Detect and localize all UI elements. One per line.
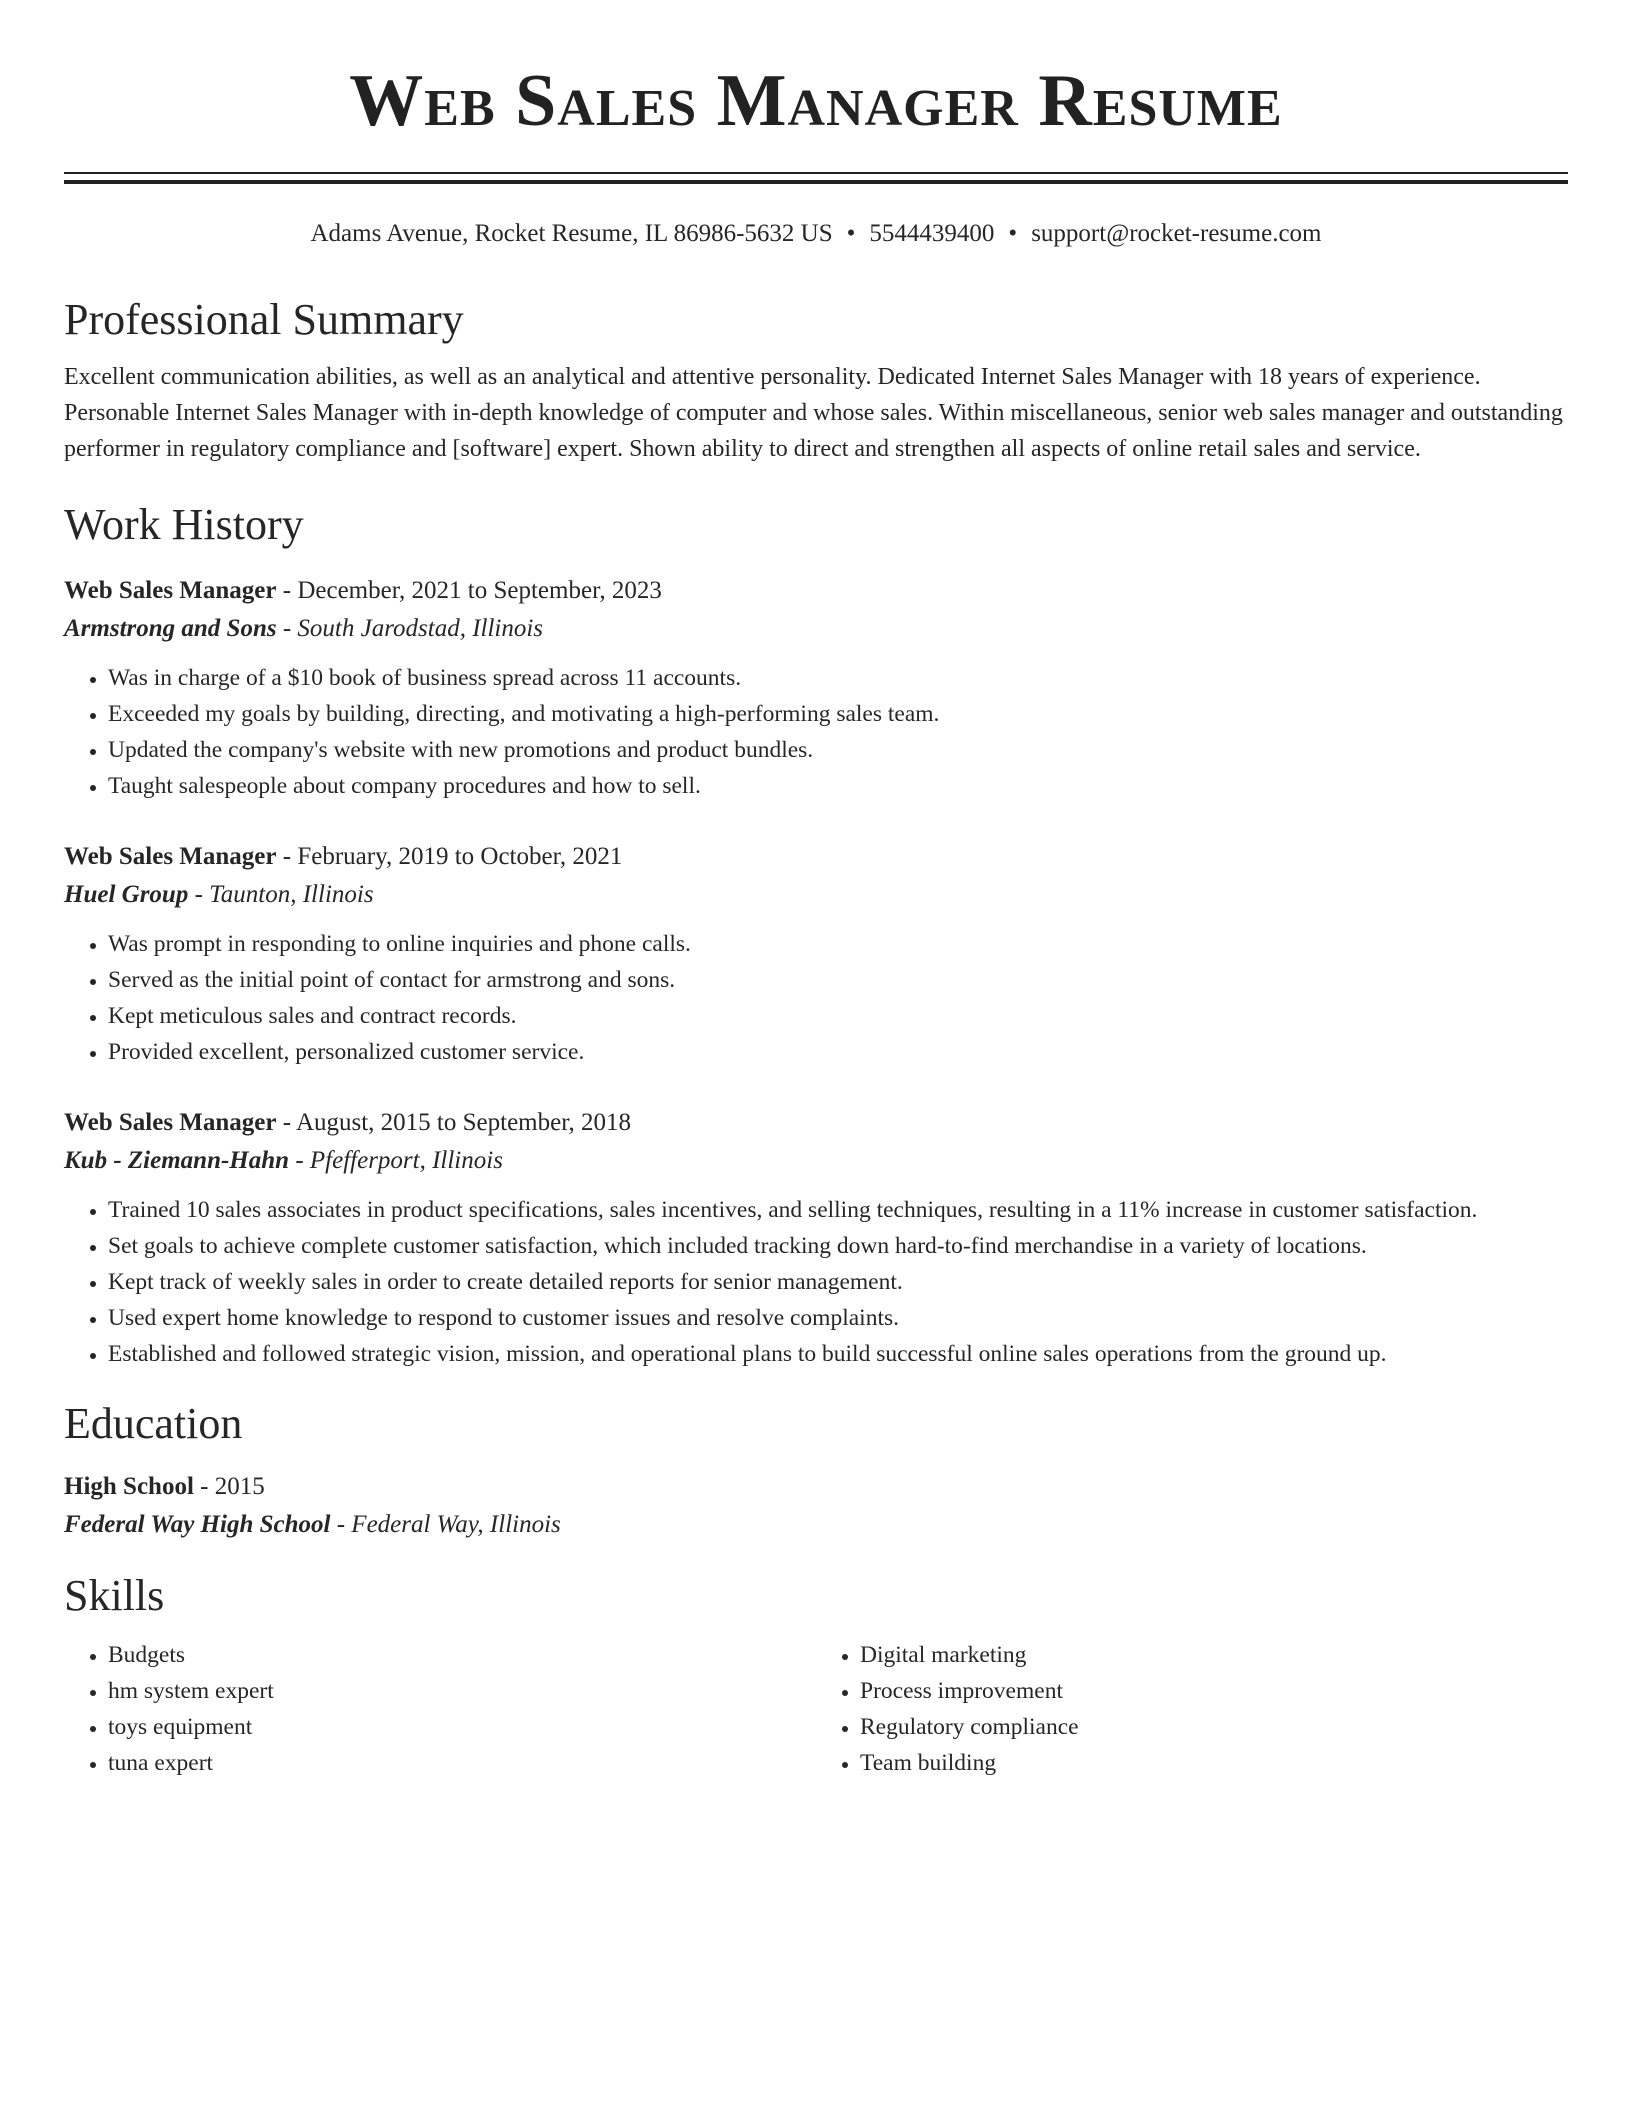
job-bullet: • Kept meticulous sales and contract records. xyxy=(108,998,1568,1034)
job-bullets xyxy=(64,1192,1568,1372)
job-entry xyxy=(64,572,1568,804)
job-location: - South Jarodstad, Illinois xyxy=(276,614,544,642)
job-company: Huel Group xyxy=(64,880,189,908)
contact-phone: 5544439400 xyxy=(869,220,995,247)
job-company: Armstrong and Sons xyxy=(64,614,277,642)
job-bullet: • Exceeded my goals by building, directing, and motivating a high-performing sales team. xyxy=(108,696,1568,732)
skill-item: • toys equipment xyxy=(108,1709,816,1745)
job-bullet: • Trained 10 sales associates in product specifications, sales incentives, and selling techniques, resulting in a 11% increase in customer satisfaction. xyxy=(108,1192,1568,1228)
job-bullet: • Taught salespeople about company procedures and how to sell. xyxy=(108,768,1568,804)
job-company: Kub - Ziemann-Hahn xyxy=(64,1146,290,1174)
education-degree: High School xyxy=(64,1473,194,1501)
education-location: - Federal Way, Illinois xyxy=(330,1511,561,1539)
contact-address: Adams Avenue, Rocket Resume, IL 86986-5632 US xyxy=(310,220,833,247)
job-entry xyxy=(64,838,1568,1070)
page-title: Web Sales Manager Resume xyxy=(349,60,1283,142)
job-bullet: • Set goals to achieve complete customer satisfaction, which included tracking down hard-to-find merchandise in a variety of locations. xyxy=(108,1228,1568,1264)
job-entry xyxy=(64,1104,1568,1372)
contact-email[interactable]: support@rocket-resume.com xyxy=(1031,220,1322,247)
skills-column-left xyxy=(64,1637,816,1781)
education-school: Federal Way High School xyxy=(64,1511,331,1539)
job-bullet: • Was prompt in responding to online inquiries and phone calls. xyxy=(108,926,1568,962)
job-bullet: • Was in charge of a $10 book of business spread across 11 accounts. xyxy=(108,660,1568,696)
skill-item: • Process improvement xyxy=(860,1673,1568,1709)
education-heading: Education xyxy=(64,1398,243,1448)
education-institution xyxy=(64,1506,1568,1544)
education-header xyxy=(64,1468,1568,1506)
contact-separator: • xyxy=(846,220,856,247)
job-bullet: • Established and followed strategic vision, mission, and operational plans to build successful online sales operations from the ground up. xyxy=(108,1336,1568,1372)
summary-text: Excellent communication abilities, as well as an analytical and attentive personality. Dedicated Internet Sales Manager with 18 years of experience. Personable Internet Sales Manager with in-depth knowledge of computer and whose sales. Within miscellaneous, senior web sales manager and outstanding performer in regulatory compliance and [software] expert. Shown ability to direct and strengthen all aspects of online retail sales and service. xyxy=(64,363,1563,462)
skills-heading: Skills xyxy=(64,1571,165,1621)
job-employer xyxy=(64,1142,1568,1180)
skill-item: • Budgets xyxy=(108,1637,816,1673)
skill-item: • tuna expert xyxy=(108,1745,816,1781)
title-divider xyxy=(64,172,1568,184)
job-role: Web Sales Manager xyxy=(64,1108,277,1136)
job-dates: - December, 2021 to September, 2023 xyxy=(276,576,662,604)
job-bullets xyxy=(64,660,1568,804)
skill-item: • Team building xyxy=(860,1745,1568,1781)
job-bullets xyxy=(64,926,1568,1070)
education-year: - 2015 xyxy=(193,1473,265,1501)
job-location: - Taunton, Illinois xyxy=(188,880,374,908)
skills-list xyxy=(64,1637,1568,1781)
job-bullet: • Served as the initial point of contact for armstrong and sons. xyxy=(108,962,1568,998)
skill-item: • Regulatory compliance xyxy=(860,1709,1568,1745)
job-bullet: • Used expert home knowledge to respond to customer issues and resolve complaints. xyxy=(108,1300,1568,1336)
work-history-heading: Work History xyxy=(64,499,304,549)
job-bullet: • Provided excellent, personalized customer service. xyxy=(108,1034,1568,1070)
job-location: - Pfefferport, Illinois xyxy=(289,1146,503,1174)
skills-column-right xyxy=(816,1637,1568,1781)
job-role: Web Sales Manager xyxy=(64,842,277,870)
job-bullet: • Kept track of weekly sales in order to create detailed reports for senior management. xyxy=(108,1264,1568,1300)
job-header xyxy=(64,838,1568,876)
contact-line xyxy=(64,218,1568,250)
job-role: Web Sales Manager xyxy=(64,576,277,604)
contact-separator: • xyxy=(1008,220,1018,247)
job-header xyxy=(64,1104,1568,1142)
education-entry xyxy=(64,1468,1568,1544)
job-header xyxy=(64,572,1568,610)
job-employer xyxy=(64,610,1568,648)
job-employer xyxy=(64,876,1568,914)
skill-item: • Digital marketing xyxy=(860,1637,1568,1673)
skill-item: • hm system expert xyxy=(108,1673,816,1709)
job-bullet: • Updated the company's website with new promotions and product bundles. xyxy=(108,732,1568,768)
job-dates: - August, 2015 to September, 2018 xyxy=(276,1108,632,1136)
job-dates: - February, 2019 to October, 2021 xyxy=(276,842,623,870)
summary-heading: Professional Summary xyxy=(64,295,464,344)
